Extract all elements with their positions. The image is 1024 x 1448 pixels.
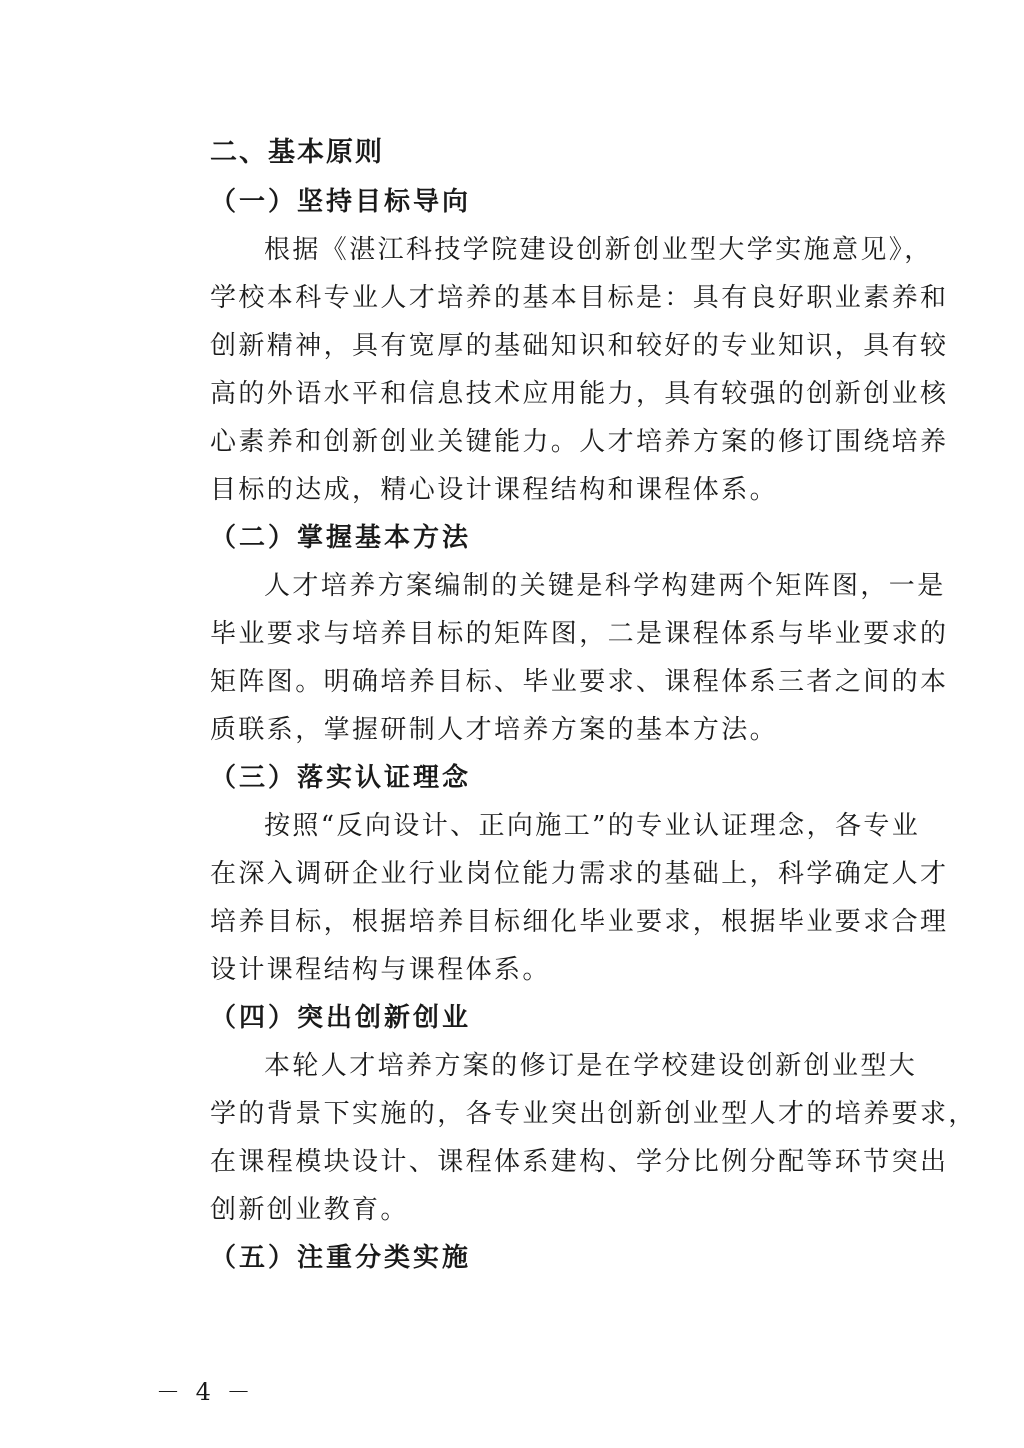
section-title: 二、基本原则: [210, 137, 384, 168]
paragraph-line: 创新创业教育。: [210, 1195, 409, 1225]
paragraph-line: 培养目标，根据培养目标细化毕业要求，根据毕业要求合理: [210, 907, 949, 937]
paragraph-line: 学校本科专业人才培养的基本目标是：具有良好职业素养和: [210, 283, 949, 313]
paragraph: [156, 1042, 977, 1234]
subsection-heading: （二）掌握基本方法: [210, 523, 472, 553]
subsection-heading: （五）注重分类实施: [210, 1243, 472, 1273]
paragraph-line: 在深入调研企业行业岗位能力需求的基础上，科学确定人才: [210, 859, 949, 889]
paragraph: [156, 562, 949, 754]
page-number: － 4 －: [156, 1378, 255, 1406]
paragraph-line: 在课程模块设计、课程体系建构、学分比例分配等环节突出: [210, 1147, 949, 1177]
subsection-heading: （一）坚持目标导向: [210, 187, 472, 217]
paragraph-line: 质联系，掌握研制人才培养方案的基本方法。: [210, 715, 779, 745]
paragraph-line: 设计课程结构与课程体系。: [210, 955, 551, 985]
paragraph-line: 学的背景下实施的，各专业突出创新创业型人才的培养要求，: [210, 1099, 977, 1129]
paragraph-line: 高的外语水平和信息技术应用能力，具有较强的创新创业核: [210, 379, 949, 409]
paragraph: [156, 802, 949, 994]
paragraph: [156, 226, 949, 514]
document-body: [156, 128, 977, 1282]
paragraph-line: 根据《湛江科技学院建设创新创业型大学实施意见》，: [264, 235, 933, 265]
paragraph-line: 毕业要求与培养目标的矩阵图，二是课程体系与毕业要求的: [210, 619, 949, 649]
paragraph-line: 创新精神，具有宽厚的基础知识和较好的专业知识，具有较: [210, 331, 949, 361]
paragraph-line: 心素养和创新创业关键能力。人才培养方案的修订围绕培养: [210, 427, 949, 457]
subsection-heading: （四）突出创新创业: [210, 1003, 472, 1033]
paragraph-line: 目标的达成，精心设计课程结构和课程体系。: [210, 475, 779, 505]
subsection-heading: （三）落实认证理念: [210, 763, 472, 793]
paragraph-line: 本轮人才培养方案的修订是在学校建设创新创业型大: [264, 1051, 918, 1081]
paragraph-line: 矩阵图。明确培养目标、毕业要求、课程体系三者之间的本: [210, 667, 949, 697]
paragraph-line: 人才培养方案编制的关键是科学构建两个矩阵图，一是: [264, 571, 946, 601]
paragraph-line: 按照“反向设计、正向施工”的专业认证理念，各专业: [264, 811, 921, 841]
